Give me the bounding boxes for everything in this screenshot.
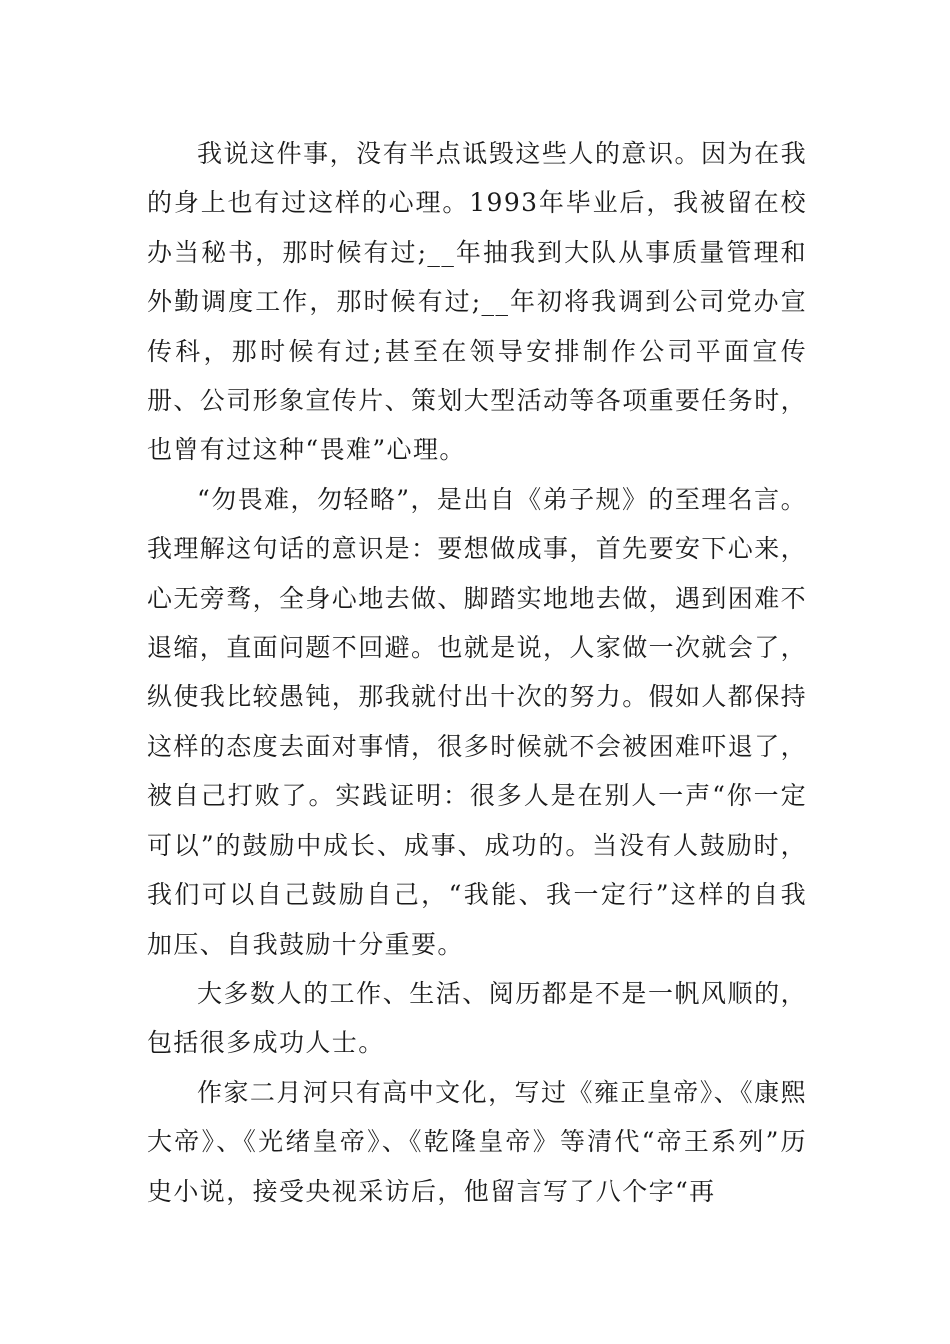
paragraph-1: 我说这件事，没有半点诋毁这些人的意识。因为在我的身上也有过这样的心理。1993年毕业后，我被留在校办当秘书，那时候有过;__年抽我到大队从事质量管理和外勤调度工作，那时候有过;__年初将我调到公司党办宣传科，那时候有过;甚至在领导安排制作公司平面宣传册、公司形象宣传片、策划大型活动等各项重要任务时，也曾有过这种“畏难”心理。 xyxy=(147,139,808,465)
paragraph-4: 作家二月河只有高中文化，写过《雍正皇帝》、《康熙大帝》、《光绪皇帝》、《乾隆皇帝》等清代“帝王系列”历史小说，接受央视采访后，他留言写了八个字“再 xyxy=(147,1077,807,1206)
paragraph-2: “勿畏难，勿轻略”，是出自《弟子规》的至理名言。我理解这句话的意识是：要想做成事，首先要安下心来，心无旁骛，全身心地去做、脚踏实地地去做，遇到困难不退缩，直面问题不回避。也就是说，人家做一次就会了，纵使我比较愚钝，那我就付出十次的努力。假如人都保持这样的态度去面对事情，很多时候就不会被困难吓退了，被自己打败了。实践证明：很多人是在别人一声“你一定可以”的鼓励中成长、成事、成功的。当没有人鼓励时，我们可以自己鼓励自己，“我能、我一定行”这样的自我加压、自我鼓励十分重要。 xyxy=(147,484,808,959)
paragraph-3: 大多数人的工作、生活、阅历都是不是一帆风顺的，包括很多成功人士。 xyxy=(147,978,807,1058)
document-body xyxy=(147,129,807,1216)
